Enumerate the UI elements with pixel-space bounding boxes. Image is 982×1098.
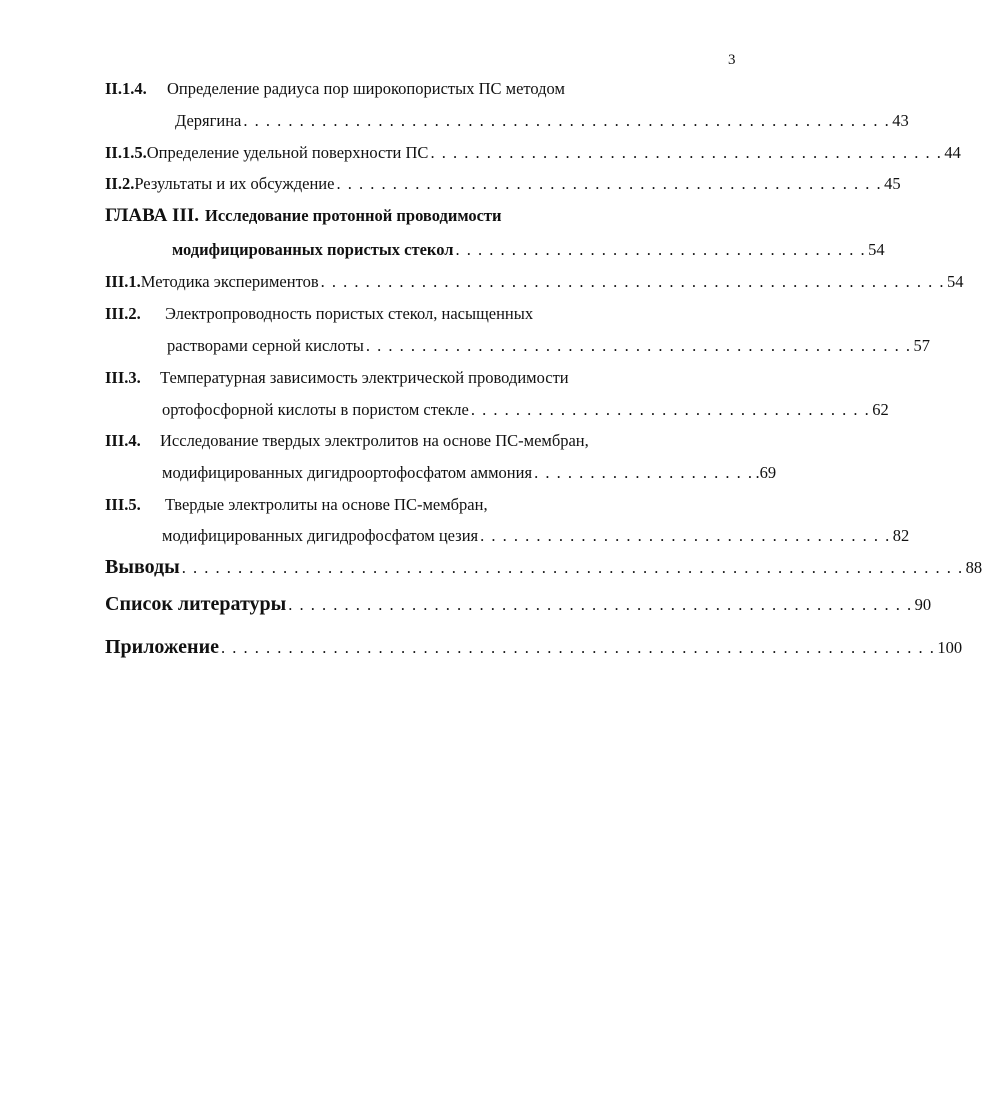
leader-dots: . . . . . . . . . . . . . . . . . . . . . . . . . . . . . . . . . . . . . — [480, 526, 891, 545]
toc-label: ГЛАВА III. — [105, 205, 199, 226]
toc-label: III.4. — [105, 431, 141, 450]
toc-title: Результаты и их обсуждение — [134, 174, 335, 193]
toc-label: III.5. — [105, 495, 141, 514]
leader-dots: . . . . . . . . . . . . . . . . . . . . . . . . . . . . . . . . . . . . . . . . . . . . . . . . . . . . . . . . — [288, 595, 913, 614]
toc-page: 100 — [937, 638, 963, 657]
leader-dots: . . . . . . . . . . . . . . . . . . . . . . . . . . . . . . . . . . . . . . . . . . . . . . . . . . . . . . . . . . — [243, 111, 891, 130]
toc-title: Температурная зависимость электрической проводимости — [160, 368, 569, 387]
leader-dots: . . . . . . . . . . . . . . . . . . . . . . . . . . . . . . . . . . . . . . . . . . . . . . . . . — [365, 336, 912, 355]
toc-page: 45 — [884, 174, 901, 193]
leader-dots: . . . . . . . . . . . . . . . . . . . . . . . . . . . . . . . . . . . . . — [455, 240, 867, 259]
toc-label: II.1.5. — [105, 143, 147, 162]
toc-title: Исследование протонной проводимости — [204, 206, 502, 225]
toc-entry-III-3-cont — [162, 400, 889, 420]
toc-label: III.3. — [105, 368, 141, 387]
toc-title: Определение удельной поверхности ПС — [146, 143, 429, 162]
toc-label: Приложение — [105, 636, 219, 658]
leader-dots: . . . . . . . . . . . . . . . . . . . . . . . . . . . . . . . . . . . . . . . . . . . . . . . . . . . . . . . . . . . . . . . . . . . . . . — [181, 558, 964, 577]
toc-title-cont: модифицированных дигидрофосфатом цезия — [162, 526, 479, 545]
toc-title: Определение радиуса пор широкопористых ПС методом — [167, 79, 565, 98]
toc-label: III.2. — [105, 304, 141, 323]
toc-entry-II-1-4-cont — [175, 111, 909, 131]
toc-entry-III-4 — [105, 431, 589, 451]
toc-title-cont: модифицированных пористых стекол — [172, 240, 454, 259]
toc-entry-conclusions — [105, 556, 982, 579]
toc-label: II.2. — [105, 174, 135, 193]
toc-entry-III-3 — [105, 368, 569, 388]
toc-title: Твердые электролиты на основе ПС-мембран, — [165, 495, 488, 514]
leader-dots: . . . . . . . . . . . . . . . . . . . . — [534, 463, 754, 482]
toc-label: Выводы — [105, 556, 180, 578]
toc-page: 43 — [892, 111, 909, 130]
toc-entry-appendix — [105, 636, 963, 659]
leader-dots: . . . . . . . . . . . . . . . . . . . . . . . . . . . . . . . . . . . . — [470, 400, 871, 419]
toc-title-cont: растворами серной кислоты — [167, 336, 364, 355]
toc-page: 82 — [892, 526, 910, 545]
toc-entry-III-2 — [105, 304, 533, 324]
leader-dots: . . . . . . . . . . . . . . . . . . . . . . . . . . . . . . . . . . . . . . . . . . . . . . . . . — [336, 174, 883, 193]
toc-entry-III-5-cont — [162, 526, 910, 546]
toc-entry-III-4-cont — [162, 463, 777, 483]
toc-entry-III-1 — [105, 272, 964, 292]
toc-entry-chapter-III — [105, 205, 502, 227]
toc-page: 62 — [872, 400, 889, 419]
toc-entry-II-2 — [105, 174, 901, 194]
toc-page: 57 — [913, 336, 930, 355]
toc-entry-references — [105, 593, 932, 616]
toc-entry-III-2-cont — [167, 336, 930, 356]
toc-page: 90 — [914, 595, 932, 614]
toc-entry-chapter-III-cont — [172, 240, 885, 260]
toc-entry-III-5 — [105, 495, 488, 515]
leader-dots: . . . . . . . . . . . . . . . . . . . . . . . . . . . . . . . . . . . . . . . . . . . . . . . . . . . . . . . . . . . . . . . . — [220, 638, 936, 657]
toc-page: 54 — [868, 240, 885, 259]
toc-title-cont: ортофосфорной кислоты в пористом стекле — [162, 400, 469, 419]
leader-dots: . . . . . . . . . . . . . . . . . . . . . . . . . . . . . . . . . . . . . . . . . . . . . . — [430, 143, 943, 162]
toc-title-cont: Дерягина — [175, 111, 242, 130]
toc-label: Список литературы — [105, 593, 287, 615]
toc-entry-II-1-5 — [105, 143, 961, 163]
toc-title: Электропроводность пористых стекол, насыщенных — [165, 304, 534, 323]
leader-dots: . . . . . . . . . . . . . . . . . . . . . . . . . . . . . . . . . . . . . . . . . . . . . . . . . . . . . . . . — [320, 272, 945, 291]
toc-title: Методика экспериментов — [140, 272, 319, 291]
toc-label: II.1.4. — [105, 79, 147, 98]
toc-page: 88 — [965, 558, 982, 577]
toc-page: 54 — [947, 272, 964, 291]
toc-title: Исследование твердых электролитов на основе ПС-мембран, — [160, 431, 589, 450]
toc-page: .69 — [755, 463, 777, 482]
toc-title-cont: модифицированных дигидроортофосфатом аммония — [162, 463, 533, 482]
toc-entry-II-1-4 — [105, 79, 565, 99]
toc-label: III.1. — [105, 272, 141, 291]
page-number: 3 — [728, 52, 736, 68]
toc-page: 44 — [944, 143, 961, 162]
